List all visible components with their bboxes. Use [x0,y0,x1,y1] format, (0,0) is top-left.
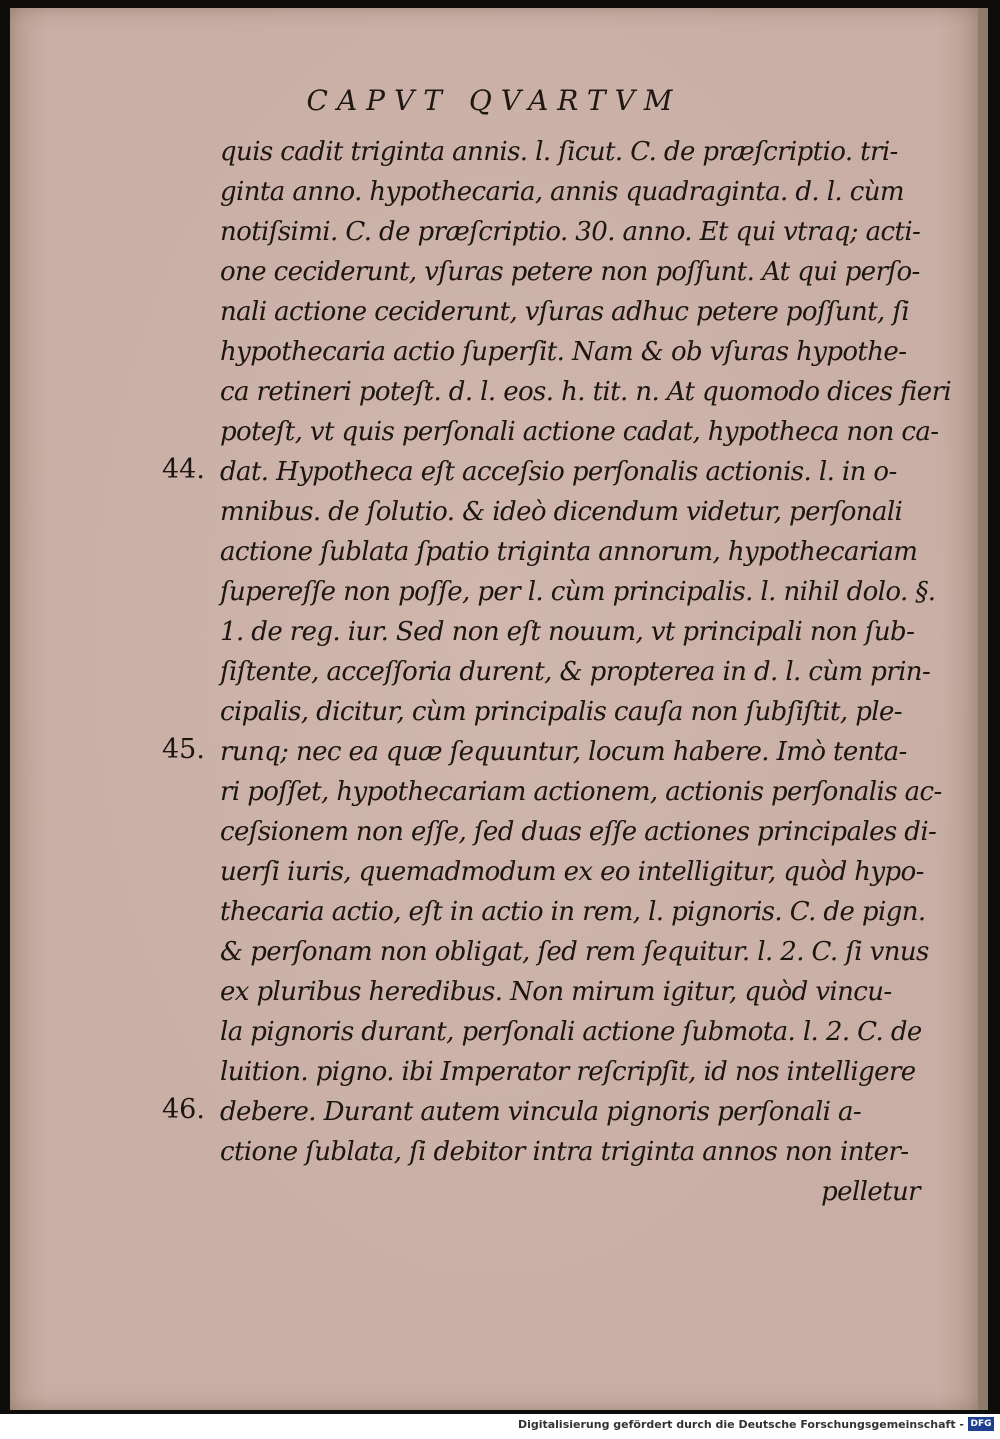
text-line: cipalis, dicitur, cùm principalis cauſa non ſubſiſtit, ple- [220,697,902,727]
margin-number-45: 45. [162,734,205,765]
margin-number-44: 44. [162,454,205,485]
text-line: ſiſtente, acceſſoria durent, & propterea in d. l. cùm prin- [220,657,931,687]
text-line: la pignoris durant, perſonali actione ſubmota. l. 2. C. de [220,1017,922,1047]
footer-credit: Digitalisierung gefördert durch die Deutsche Forschungsgemeinschaft - [517,1418,964,1431]
text-line: actione ſublata ſpatio triginta annorum, hypothecariam [220,537,918,567]
text-line: & perſonam non obligat, ſed rem ſequitur. l. 2. C. ſi vnus [220,937,929,967]
text-line: ri poſſet, hypothecariam actionem, actionis perſonalis ac- [220,777,942,807]
text-line: dat. Hypotheca eſt acceſsio perſonalis actionis. l. in o- [220,457,897,487]
margin-number-46: 46. [162,1094,205,1125]
text-line: uerſi iuris, quemadmodum ex eo intelligitur, quòd hypo- [220,857,924,887]
text-line: mnibus. de ſolutio. & ideò dicendum videtur, perſonali [220,497,903,527]
text-line: ginta anno. hypothecaria, annis quadraginta. d. l. cùm [220,177,904,207]
text-line: thecaria actio, eſt in actio in rem, l. pignoris. C. de pign. [220,897,926,927]
page-edge [978,8,988,1410]
book-page [10,8,978,1410]
text-line: ctione ſublata, ſi debitor intra triginta annos non inter- [220,1137,909,1167]
text-line: runq; nec ea quæ ſequuntur, locum habere. Imò tenta- [220,737,907,767]
text-line: notiſsimi. C. de præſcriptio. 30. anno. Et qui vtraq; acti- [220,217,921,247]
text-line: nali actione ceciderunt, vſuras adhuc petere poſſunt, ſi [220,297,910,327]
text-line: ſupereſſe non poſſe, per l. cùm principalis. l. nihil dolo. §. [220,577,936,607]
text-line: one ceciderunt, vſuras petere non poſſunt. At qui perſo- [220,257,920,287]
text-line: debere. Durant autem vincula pignoris perſonali a- [220,1097,862,1127]
text-line: ca retineri poteſt. d. l. eos. h. tit. n. At quomodo dices fieri [220,377,952,407]
text-line: quis cadit triginta annis. l. ſicut. C. de præſcriptio. tri- [220,137,898,167]
text-line: 1. de reg. iur. Sed non eſt nouum, vt principali non ſub- [220,617,915,647]
text-line: luition. pigno. ibi Imperator reſcripſit, id nos intelligere [220,1057,916,1087]
footer-bar [0,1414,1000,1439]
dfg-logo-icon: DFG [968,1417,994,1431]
text-line: ex pluribus heredibus. Non mirum igitur, quòd vincu- [220,977,892,1007]
text-line: hypothecaria actio ſuperſit. Nam & ob vſuras hypothe- [220,337,907,367]
running-head: CAPVT QVARTVM [306,84,682,117]
catchword: pelletur [821,1177,920,1207]
text-line: poteſt, vt quis perſonali actione cadat, hypotheca non ca- [220,417,939,447]
text-line: ceſsionem non eſſe, ſed duas eſſe actiones principales di- [220,817,937,847]
